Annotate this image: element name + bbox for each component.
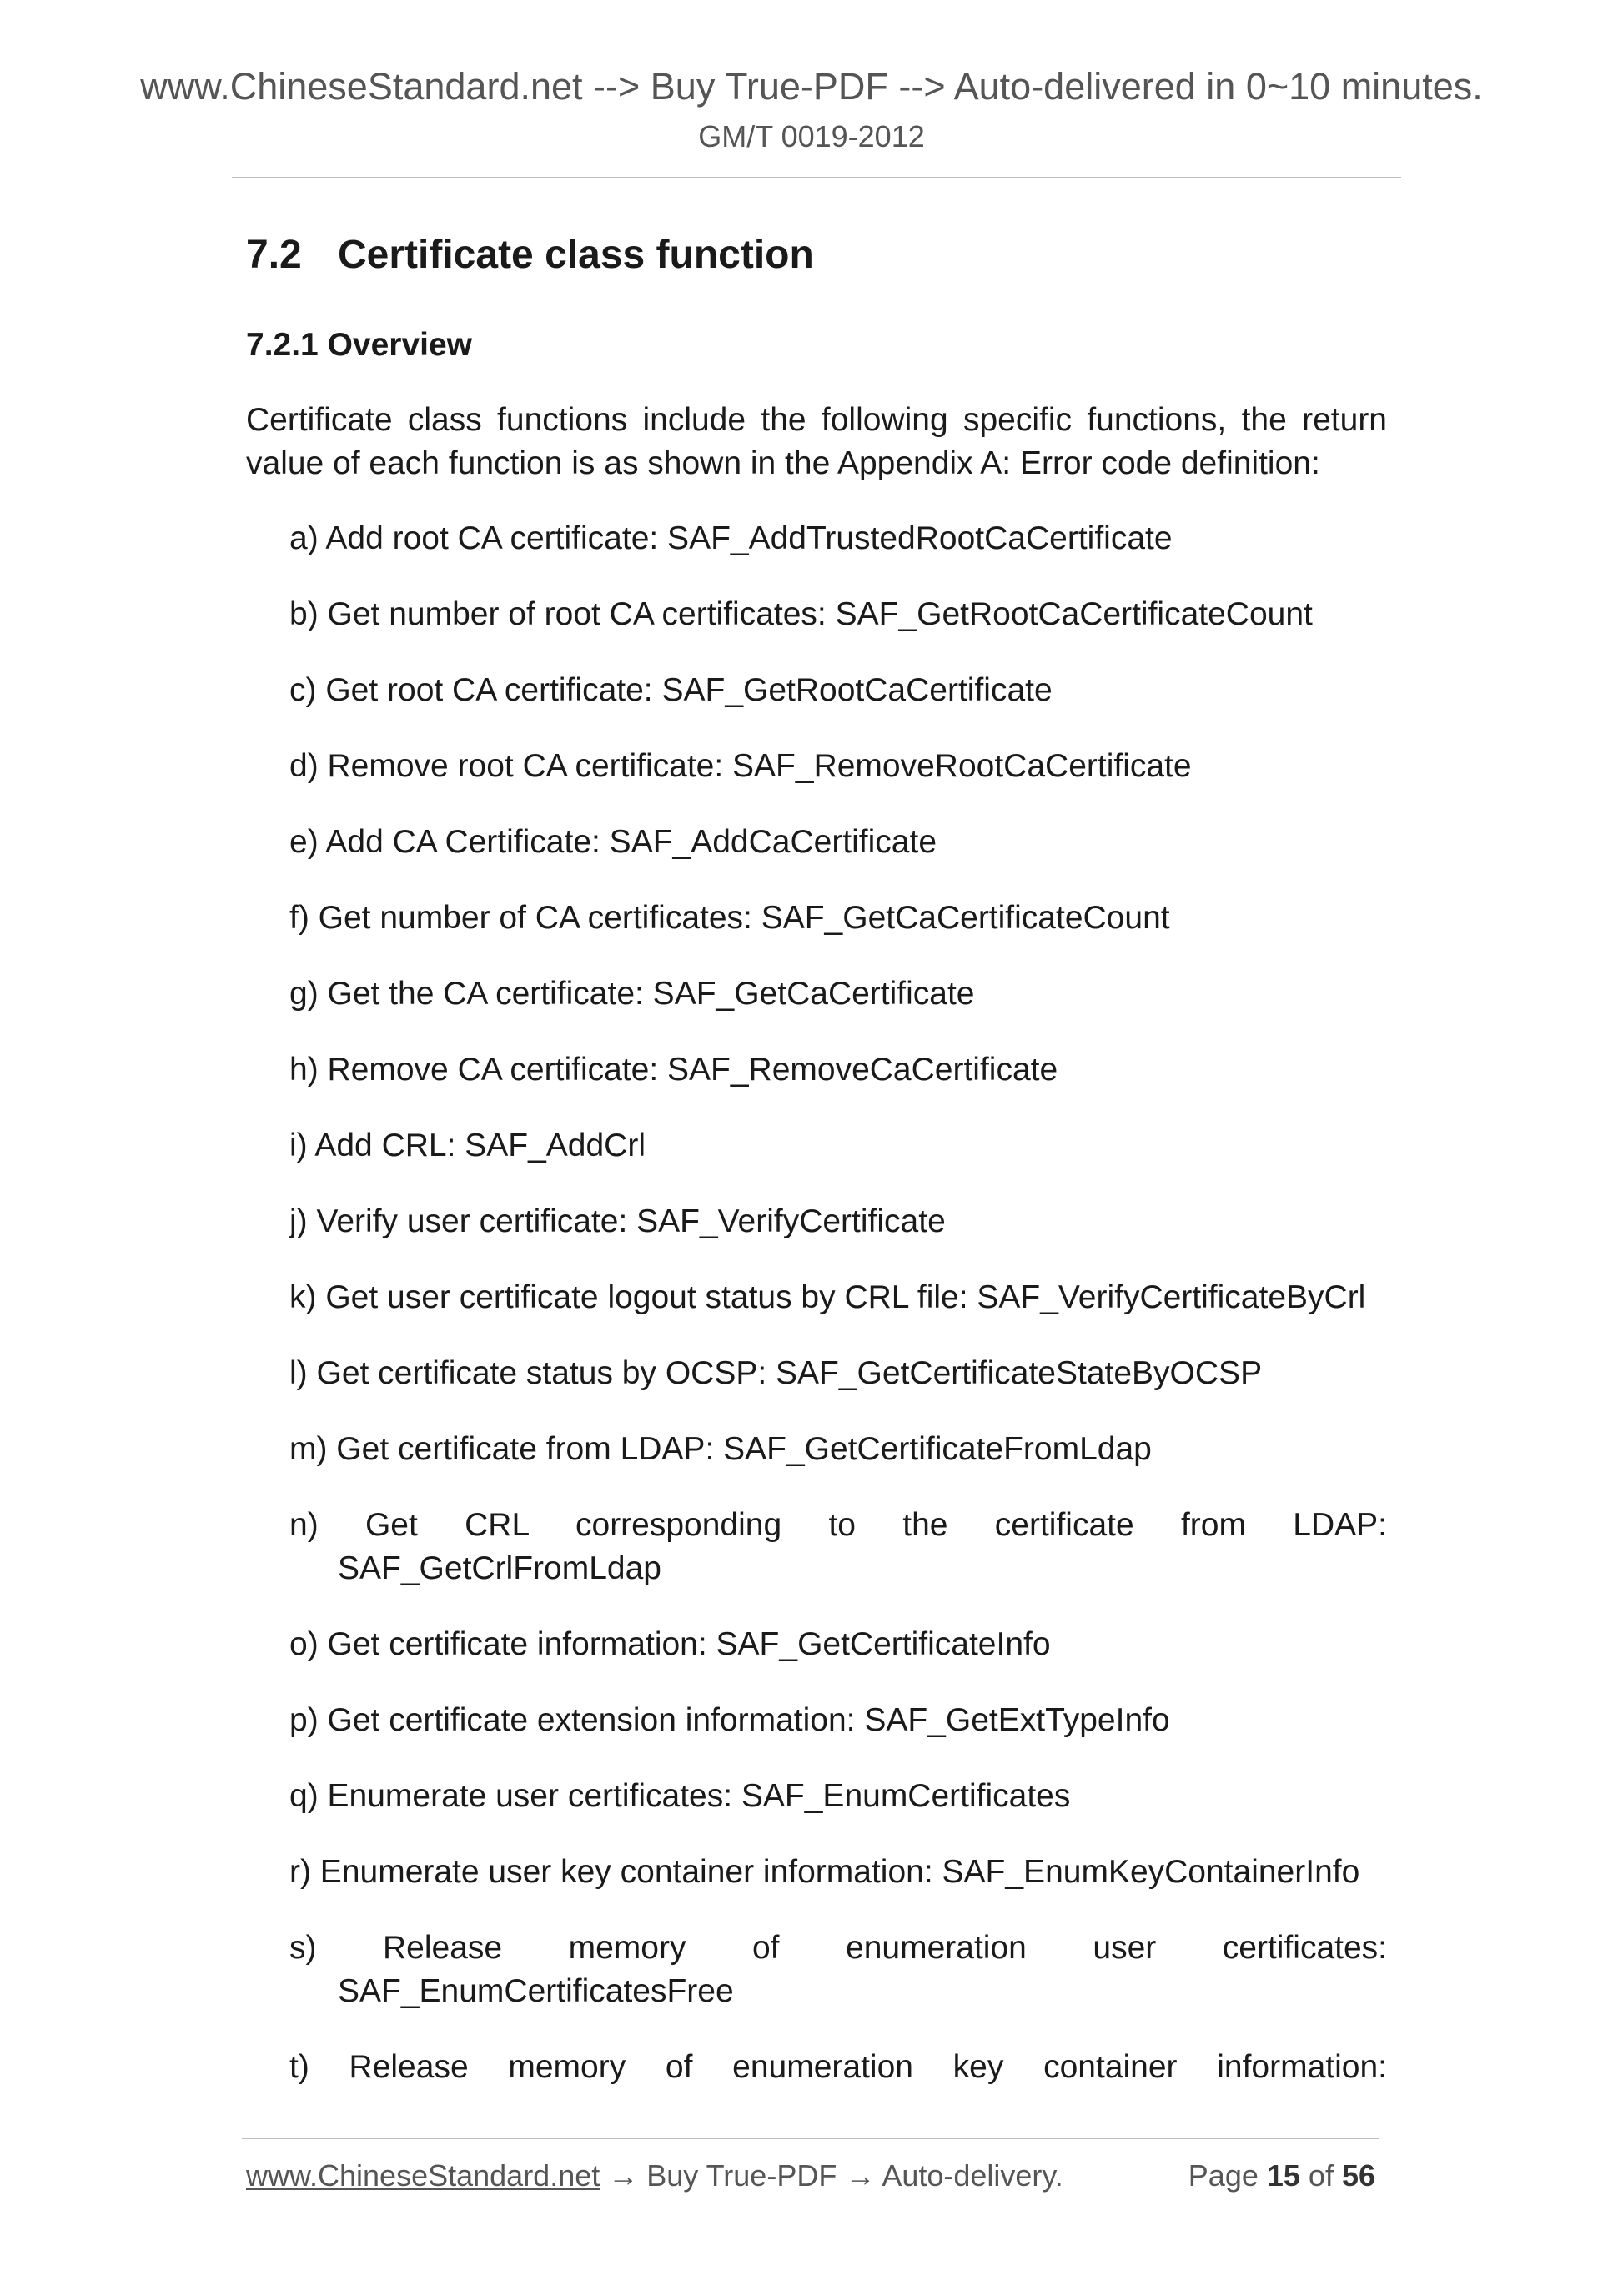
section-title: Certificate class function [338,233,814,277]
list-item-line: SAF_GetCrlFromLdap [338,1550,661,1586]
list-item: i) Add CRL: SAF_AddCrl [289,1128,646,1163]
list-item: h) Remove CA certificate: SAF_RemoveCaCertificate [289,1052,1058,1088]
section-number: 7.2 [246,233,302,277]
list-item: d) Remove root CA certificate: SAF_RemoveRootCaCertificate [289,748,1192,784]
page-header [0,63,1623,157]
page-content [246,225,1387,2122]
header-banner: www.ChineseStandard.net --> Buy True-PDF --> Auto-delivered in 0~10 minutes. [140,65,1483,108]
page-indicator [1188,2156,1375,2196]
footer-site-link[interactable]: www.ChineseStandard.net [246,2158,600,2193]
list-item: f) Get number of CA certificates: SAF_GetCaCertificateCount [289,900,1170,936]
list-item: p) Get certificate extension information: SAF_GetExtTypeInfo [289,1702,1170,1738]
list-item: q) Enumerate user certificates: SAF_EnumCertificates [289,1778,1071,1814]
footer-divider [242,2138,1379,2139]
intro-paragraph: Certificate class functions include the following specific functions, the return value of each function is as shown in the Appendix A: Error code definition: [246,402,1387,481]
function-list [246,517,1387,2089]
list-item-line: s) Release memory of enumeration user certificates: [289,1930,1387,1966]
total-pages: 56 [1341,2158,1375,2193]
list-item [246,1927,1387,2013]
list-item: t) Release memory of enumeration key container information: [289,2049,1387,2085]
list-item: c) Get root CA certificate: SAF_GetRootCaCertificate [289,672,1053,708]
subsection-heading: 7.2.1 Overview [246,327,473,363]
footer-left [246,2156,1063,2196]
list-item: k) Get user certificate logout status by CRL file: SAF_VerifyCertificateByCrl [289,1279,1366,1315]
page-word: Page [1188,2158,1267,2193]
list-item-line: n) Get CRL corresponding to the certificate from LDAP: [289,1507,1387,1543]
footer-tagline: → Buy True-PDF → Auto-delivery. [600,2158,1063,2193]
list-item-line: SAF_EnumCertificatesFree [338,1973,734,2009]
section-heading [246,225,1387,285]
list-item: g) Get the CA certificate: SAF_GetCaCertificate [289,976,975,1012]
list-item: e) Add CA Certificate: SAF_AddCaCertificate [289,824,937,860]
list-item: m) Get certificate from LDAP: SAF_GetCertificateFromLdap [289,1431,1152,1467]
current-page: 15 [1266,2158,1300,2193]
list-item: j) Verify user certificate: SAF_VerifyCertificate [289,1203,946,1239]
list-item: b) Get number of root CA certificates: SAF_GetRootCaCertificateCount [289,596,1313,632]
standard-number: GM/T 0019-2012 [698,119,925,153]
header-divider [232,177,1401,178]
list-item: l) Get certificate status by OCSP: SAF_GetCertificateStateByOCSP [289,1355,1263,1391]
list-item: a) Add root CA certificate: SAF_AddTrustedRootCaCertificate [289,520,1173,556]
of-word: of [1299,2158,1342,2193]
list-item: r) Enumerate user key container information: SAF_EnumKeyContainerInfo [289,1854,1360,1890]
list-item: o) Get certificate information: SAF_GetCertificateInfo [289,1626,1051,1662]
list-item [246,1504,1387,1590]
